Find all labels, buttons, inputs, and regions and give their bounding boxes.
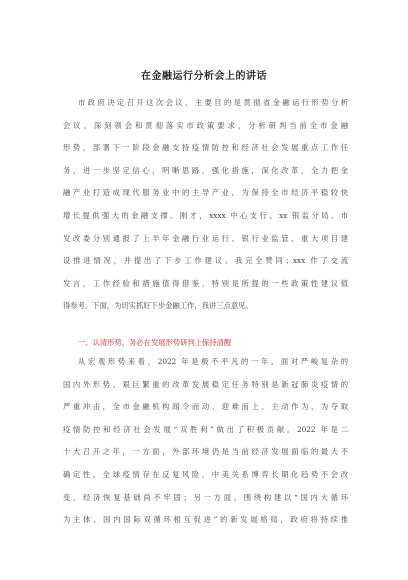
- paragraph-macro: [63, 351, 348, 532]
- text-line: 设推进情况，并提出了下步工作建议。我完全赞同；xxx 作了交流: [63, 256, 348, 266]
- text-line: 十大召开之年，一方面，外部环境仍是当前经济发展面临的最大不: [63, 447, 348, 457]
- text-line: 确定性，全球疫情存在反复风险，中美关系博弈长期化趋势不会改: [63, 469, 348, 479]
- text-line: 市政府决定召开这次会议，主要目的是贯彻省金融运行形势分析: [78, 98, 348, 107]
- text-line: 务，进一步坚定信心，明晰思路，强化措施，深化改革，全力把金: [63, 165, 348, 175]
- text-line: 形势，部署下一阶段金融支持疫情防控和经济社会发展重点工作任: [63, 143, 348, 153]
- section-heading: 一、认清形势，务必在发展形势研判上保持清醒: [78, 338, 232, 347]
- text-line: 为主体、国内国际双循环相互促进”的新发展格局，政府将持续推: [63, 515, 348, 525]
- text-line: 会议，深刻领会和贯彻落实市政策要求，分析研判当前全市金融: [63, 120, 348, 130]
- text-line: 严重冲击，全市金融机构闻令而动、迎难而上、主动作为，为夺取: [63, 402, 348, 412]
- text-line: 得参考。下面，为切实抓好下步金融工作，我讲三点意见。: [63, 301, 253, 311]
- text-line: 国内外形势、艰巨繁重的改革发展稳定任务特别是新冠肺炎疫情的: [63, 379, 348, 389]
- text-line: 发改委分别通报了上半年金融行业运行、银行业监管、重大项目建: [63, 233, 348, 243]
- document-title: 在金融运行分析会上的讲话: [141, 71, 267, 82]
- text-line: 疫情防控和经济社会发展“双胜利”做出了积极贡献。2022 年是二: [63, 424, 348, 434]
- text-line: 增长提供强大的金融支撑。刚才，xxxx 中心支行、xx 银监分局、市: [63, 210, 348, 220]
- paragraph-intro: [63, 92, 348, 318]
- text-line: 融产业打造成现代服务业中的主导产业，为保持全市经济平稳较快: [63, 188, 348, 198]
- text-line: 发言，工作经验和措施值得借鉴，特别是所提的一些政策性建议值: [63, 278, 348, 288]
- text-line: 变，经济恢复基础尚不牢固；另一方面，围绕构建以“国内大循环: [63, 492, 348, 502]
- text-line: 从宏观形势来看，2022 年是极不平凡的一年，面对严峻复杂的: [78, 357, 348, 366]
